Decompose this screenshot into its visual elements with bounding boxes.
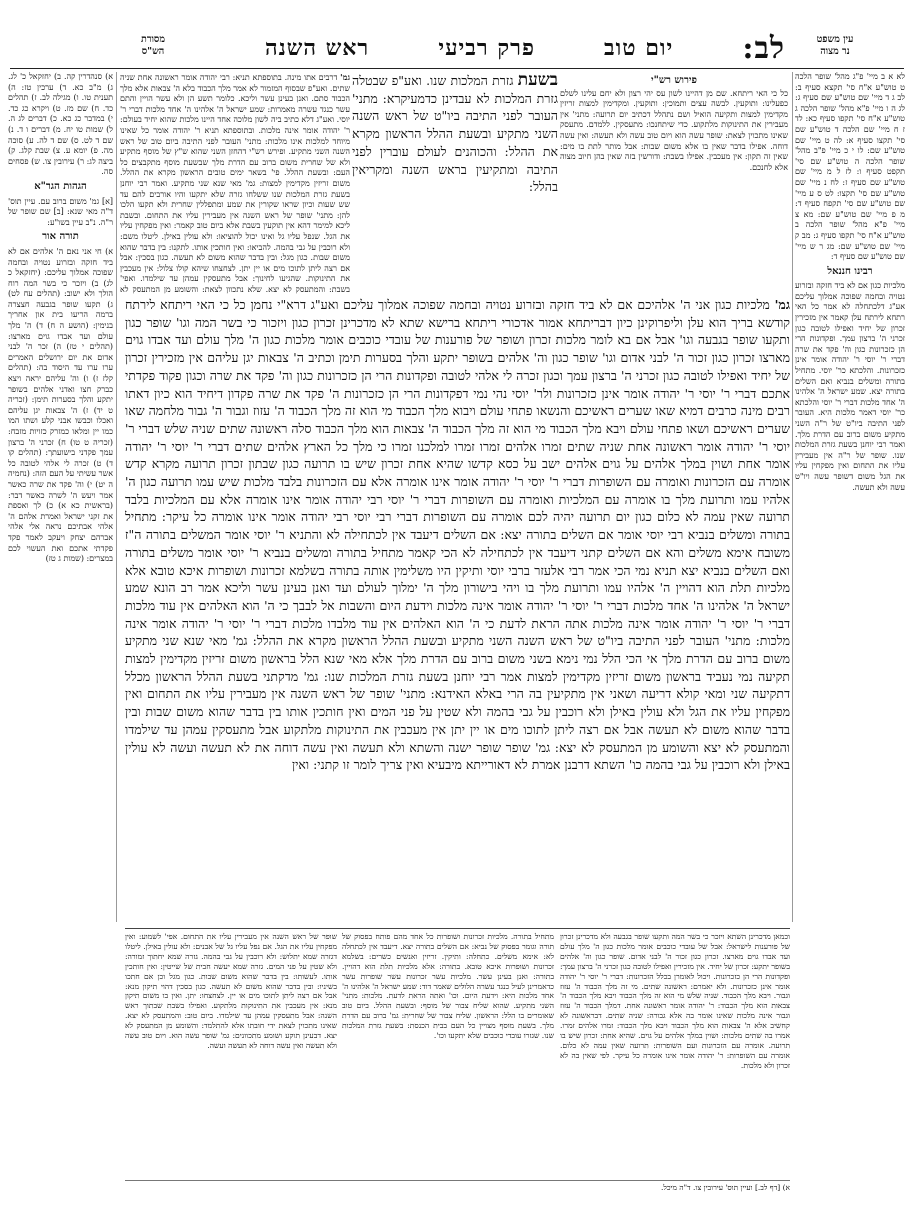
header-divider <box>10 68 904 69</box>
page-header <box>0 30 914 66</box>
ein-mishpat-text: לא א ב מיי' פ"ג מהל' שופר הלכה ט טוש"ע א"ח סי' תקצא סעיף ב: לב ג ד מיי' שם טוש"ע שם סעיף ג: לג ה ו מיי' פ"א מהל' שופר הלכה ג טוש"ע א"ח סי' תקפו סעיף כא: לד ז ח מיי' שם הלכה ד טוש"ע שם סי' תקצו סעיף א: לה ט מיי' שם טוש"ע שם: לו י כ מיי' פ"ב מהל' שופר הלכה ה טוש"ע שם סי' תקפט סעיף ו: לז ל מ מיי' שם טוש"ע שם סעיף ז: לח נ מיי' שם טוש"ע שם סי' תקצו: לט ס ע מיי' שם טוש"ע שם סי' תקפח סעיף ד: מ פ מיי' שם טוש"ע שם: מא צ מיי' פ"א מהל' שופר הלכה ב טוש"ע א"ח סי' תקפו סעיף ג: מב ק מיי' שם טוש"ע שם: מג ר ש מיי' שם טוש"ע שם סעיף ד: <box>795 72 905 262</box>
left-margin-divider <box>116 72 117 922</box>
gemara-body-text: מלכיות כגון אני ה' אלהיכם אם לא ביד חזקה ובזרוע נטויה ובחמה שפוכה אמלוך עליכם ואע"ג דרא"י נחמן כל כי האי ריתחא לירתח קודשא בריך הוא עלן וליפרוקינן כיון דבריתחא אמור אדכורי ריתחא ברישא שתא לא מדכרינן זכרון כגון ויזכור כי בשר המה וגו' שופר כגון ותקעו שופר בגבעה וגו' אבל אם בא לומר מלכות זכרון ושופר של פורענות של עובדי כוכבים אומר מלכות כגון ה' מלך עולם ועד אבדו גוים מארצו זכרון כגון זכור ה' לבני אדום וגו' שופר כגון וה' אלהים בשופר יתקע והלך בסערות תימן וכתיב ה' צבאות יגן עליהם אין מזכירין זכרון של יחיד ואפילו לטובה כגון זכרני ה' ברצון עמך וכגון זכרה לי אלהי לטובה ופקדונות הרי הן כזכרונות כגון וה' פקד את שרה וכגון פקוד פקדתי אתכם דברי ר' יוסי ר' יהודה אומר אינן כזכרונות ולר' יוסי נהי נמי דפקדונות הרי הן כזכרונות ה' פקד את שרה פקדון דיחיד הוא כיון דאתו רבים מינה כרבים דמיא שאו שערים ראשיכם והנשאו פתחי עולם ויבוא מלך הכבוד מי הוא זה מלך הכבוד ה' עזוז וגבור ה' גבור מלחמה שאו שערים ראשיכם ושאו פתחי עולם ויבא מלך הכבוד מי הוא זה מלך הכבוד ה' צבאות הוא מלך הכבוד סלה ראשונה שתים שניה שלש דברי ר' יוסי ר' יהודה אומר ראשונה אחת שניה שתים זמרו אלהים זמרו זמרו למלכנו זמרו כי מלך כל הארץ אלהים שתים דברי ר' יוסי ר' יהודה אומר אחת ושוין במלך אלהים על גוים אלהים ישב על כסא קדשו שהיא אחת זכרון שיש בו תרועה כגון שבתון זכרון תרועה מקרא קדש אומרה עם הזכרונות ואומרה עם השופרות דברי ר' יוסי ר' יהודה אומר אינו אומרה אלא עם הזכרונות בלבד מלכות שיש עמו תרועה כגון ה' אלהיו עמו ותרועת מלך בו אומרה עם המלכיות ואומרה עם השופרות דברי ר' יוסי רבי יהודה אומר אינו אומרה אלא עם המלכיות בלבד תרועה שאין עמה לא כלום כגון יום תרועה יהיה לכם אומרה עם השופרות דברי רבי יוסי רבי יהודה אומר אינו אומרה כל עיקר: מתחיל בתורה ומשלים בנביא רבי יוסי אומר אם השלים בתורה יצא: אם השלים דיעבד אין לכתחילה לא והתניא ר' יוסי אומר המשלים בתורה ה"ז משובח אימא משלים והא אם השלים קתני דיעבד אין לכתחילה לא הכי קאמר מתחיל בתורה ומשלים בנביא ר' יוסי אומר משלים בתורה ואם השלים בנביא יצא תניא נמי הכי אמר רבי אלעזר ברבי יוסי ותיקין היו משלימין אותה בתורה בשלמא זכרונות ושופרות איכא טובא אלא מלכיות תלת הוא דהויין ה' אלהיו עמו ותרועת מלך בו ויהי בישורון מלך ה' ימלוך לעולם ועד ואנן בעינן עשר וליכא אמר רב הונא שמע ישראל ה' אלהינו ה' אחד מלכות דברי ר' יוסי ר' יהודה אומר אינה מלכות וידעת היום והשבות אל לבבך כי ה' הוא האלהים אין עוד מלכות דברי ר' יוסי ר' יהודה אומר אינה מלכות אתה הראת לדעת כי ה' הוא האלהים אין עוד מלבדו מלכות דברי ר' יוסי ר' יהודה אומר אינה מלכות: מתני' העובר לפני התיבה ביו"ט של ראש השנה השני מתקיע ובשעת ההלל הראשון מקרא את ההלל: גמ' מאי שנא שני מתקיע משום ברוב עם הדרת מלך אי הכי הלל נמי נימא בשני משום ברוב עם הדרת מלך אלא מאי שנא הלל בראשון משום זריזין מקדימין למצות תקיעה נמי נעביד בראשון משום זריזין מקדימין למצות אמר רבי יוחנן בשעת גזרת המלכות שנו: גמ' מדקתני בשעת ההלל הראשון מכלל דתקיעה שני ומאי קולא דריעה ושאני אין מתקיעין בה הרי באלא האידנא: מתני' שופר של ראש השנה אין מעבירין עליו את התחום ואין מפקחין עליו את הגל ולא עולין באילן ולא רוכבין על גבי בהמה ולא שטין על פני המים ואין חותכין אותו בין בדבר שהוא משום שבות ובין בדבר שהוא משום לא תעשה אבל אם רצה ליתן לתוכו מים או יין יתן אין מעכבין את התינוקות מלתקוע אבל מתעסקין עמהן עד שילמדו והמתעסק לא יצא והשומע מן המתעסק לא יצא: גמ' שופר שופר ישנה והשתא ולא תעשה ואין עשה דוחה את לא תעשה ועשה לא עולין באילן ולא רוכבין על גבי בהמה כו' השתא דרבנן אמרת לא דאורייתא מיבעיא ואין צריך לומר זו קתני: ואין <box>125 297 790 773</box>
bottom-commentary-left: שופר של ראש השנה אין מעבירין עליו את התחום. אפי' לשמוע: ואין מפקחין עליו את הגל. אם נפל עליו גל של אבנים: ולא עולין באילן. ליטלו דגזרה שמא יתלוש: ולא רוכבין על גבי בהמה. גזרה שמא יחתוך זמורה: ולא שטין על פני המים. גזרה שמא יעשה חבית של שייטין: ואין חותכין אותו. לעשותו: בין בדבר שהוא משום שבות. כגון מגל וכן אם חתכו בשיניו: ובין בדבר שהוא משום לא תעשה. כגון בסכין דהוי תיקון מנא: אבל אם רצה ליתן לתוכו מים או יין. לצחצחו: יתן. ואין בו משום תיקון מנא: אין מעכבין את התינוקות מלתקוע. ואפילו בשבת שבתוך ראש השנה: אבל מתעסקין עמהן עד שילמדו. ביום טוב: והמתעסק לא יצא. שאינו מתכוין לצאת ידי חובתו אלא להתלמד: והשומע מן המתעסק לא יצא. דבעינן תוקע ושומע מתכוונים: גמ' שופר עשה הוא. ויום טוב עשה ולא תעשה ואין עשה דוחה לא תעשה ועשה. <box>125 932 337 1050</box>
title-part-chapter: פרק רביעי <box>438 35 535 61</box>
folio-number: לב: <box>742 30 785 66</box>
hagahot-hagra-text: [א] גמ' משום ברוב עם. עיין תוס' ד"ה מאי שנא: [ב] שם שופר של ר"ה. נ"ב עיין בשו"ע: <box>8 196 113 227</box>
gemara-main-text <box>352 72 558 294</box>
rashi-heading: פירוש רש"י <box>651 75 697 86</box>
title-part-tractate: ראש השנה <box>265 35 370 61</box>
left-margin-column <box>8 72 113 922</box>
title-part-yom-tov: יום טוב <box>604 35 674 61</box>
bottom-commentary-divider <box>125 928 790 929</box>
rashi-text: כל כי האי ריתחא. שם מן דהיינו לשון עס יהי רצון ולא יחם עלינו לשלם כפעלינו: ותוקעין. לבשה עצים ותמוכין: ותוקעין. ומקדימין למצות זריזין מקדימין למצות ותקיעה הואיל ושם נתהלל דכתיב יום תרועה: מתני' אין מעבירין את התינוקות מלתקוע. כדי שיתחנכו: מתעסקין. ללמדם. מתעסק שאינו מתכוין לצאת: שופר עשה הוא ויום טוב עשה ולא תעשה: ואין עשה דוחה. אפילו בדבר שאין בו אלא משום שבות: אבל מותר לתת בו מים: שאין זה תקון: אין מעכבין. אפילו בשבת: ודורשין בזה שאין בהן חיוב מצוה אלא לחנכם. <box>560 88 788 172</box>
gemara-body <box>125 296 790 921</box>
right-margin-divider <box>792 72 793 922</box>
masoret-hashas-header: מסורת הש"ס <box>141 34 165 57</box>
tosafot-label: גמ' <box>340 72 350 82</box>
tosafot-text: דרבים אתו מינה. בתוספתא תניא: רבי יהודה אומר ראשונה אחת שניה שתים. ואע"פ שבסוף המזמור לא אמר מלך הכבוד בלא ה' צבאות אלא מלך הכבוד סתם. ואנן בעינן עשר וליכא. כלומר תשע הן ולא עשר הויין והתם עשר כנגד עשרה מאמרות: שמע ישראל ה' אלהינו ה' אחד מלכות דברי ר' יוסי. ואע"ג דלא כתיב ביה לשון מלוכה אחד היינו מלכות שהוא יחיד בעולם: ר' יהודה אומר אינה מלכות. ובתוספתא תניא ר' יהודה אומר כל שאינו מיוחד למלכות אינו מלכות: מתני' העובר לפני התיבה ביום טוב של ראש השנה השני מתקיע. ופירש רש"י דהחזן השני שהוא ש"ץ של מוסף מתקיע ולא של שחרית משום ברוב עם הדרת מלך שבשעת מוסף מתקבצים כל העם: ובשעת ההלל. פי' בשאר ימים טובים הראשון מקרא את ההלל. משום זריזין מקדימין למצות: גמ' מאי שנא שני מתקיע. ואמר רבי יוחנן בשעת גזרת המלכות שנו ששלחו גזרה שלא יתקעו והיו אורבים להם עד שש שעות וכיון שראו שקורין את שמע ומתפללין שחרית ולא תקעו הלכו להן: מתני' שופר של ראש השנה אין מעבירין עליו את התחום. ובשבת ליכא למימר דהא אין תוקעין בשבת אלא ביום טוב קאמר: ואין מפקחין עליו את הגל. שנפל עליו גל ואינו יכול להוציאו: ולא עולין באילן. ליטלו משם: ולא רוכבין על גבי בהמה. להביאו: ואין חותכין אותו. לתקנו: בין בדבר שהוא משום שבות. כגון מגל: ובין בדבר שהוא משום לא תעשה. כגון בסכין: אבל אם רצה ליתן לתוכו מים או יין יתן. לצחצחו שיהא קולו צלול: אין מעכבין את התינוקות. שהגיעו לחינוך: אבל מתעסקין עמהן עד שילמדו. ואפי' בשבת: והמתעסק לא יצא. שלא נתכוון לצאת: והשומע מן המתעסק לא <box>120 73 350 294</box>
ein-mishpat-header: עין משפט נר מצוה <box>816 34 854 57</box>
rabbenu-chananel-text: מלכיות כגון אם לא ביד חזקה ובזרוע נטויה ובחמה שפוכה אמלוך עליכם אע"ג דלכתחלה לא אמר כל האי רתחא לירתח עלן קאמר אין מזכירין זכרון של יחיד ואפילו לטובה כגון זכרני ה' ברצון עמך. ופקדונות הרי הן כזכרונות כגון וה' פקד את שרה דברי ר' יוסי ר' יהודה אומר אינן כזכרונות. והלכתא כר' יוסי. מתחיל בתורה ומשלים בנביא ואם השלים בתורה יצא. שמע ישראל ה' אלהינו ה' אחד מלכות דברי ר' יוסי והלכתא כר' יוסי דאמר מלכות היא. העובר לפני התיבה ביו"ט של ר"ה השני מתקיע משום ברוב עם הדרת מלך. ואמר רבי יוחנן בשעת גזרת המלכות שנו. שופר של ר"ה אין מעבירין עליו את התחום ואין מפקחין עליו את הגל משום דשופר עשה ויו"ט עשה ולא תעשה. <box>795 281 905 492</box>
gemara-label: גמ' <box>774 297 790 312</box>
opening-word: בשעת <box>517 72 558 90</box>
torah-or-heading: תורה אור <box>42 231 79 243</box>
running-title <box>265 30 785 66</box>
bottom-commentary-middle: מתחיל בתורה. מלכיות זכרונות ושופרות כל אחד מהם פותח בפסוק של תורה וגומר בפסוק של נביא: אם השלים בתורה יצא. דיעבד אין לכתחלה לא: אימא משלים. כתחלה: ותיקין. זריזין ואנשים כשרים: בשלמא זכרונות ושופרות איכא טובא. בתורה: אלא מלכיות תלת הוא דהויין. בתורה: ואנן בעינן עשר. מלכיות עשר זכרונות עשר שופרות עשר כדאמרינן לעיל כנגד עשרה הלולים שאמר דוד: שמע ישראל ה' אלהינו ה' אחד מלכות היא: וידעת היום. וכו' ואתה הראת לדעת. מלכות: מתני' השני מתקיע. שהוא שליח צבור של מוסף: ובשעת ההלל. ביום טוב שאומרים בו הלל: הראשון. שליח צבור של שחרית: גמ' ברוב עם הדרת מלך. בשעת מוסף מצויין כל העם בבית הכנסת: בשעת גזרת המלכות שנו. שגזרו עובדי כוכבים שלא יתקעו וכו'. <box>342 932 554 1041</box>
footnote: א) [דף לב.] ועיין תוס' עירובין צו. ד"ה מיכל. <box>125 1180 790 1192</box>
torah-or-text: א) חי אני נאם ה' אלהים אם לא ביד חזקה ובזרוע נטויה ובחמה שפוכה אמלוך עליכם: (יחזקאל כ לג) ב) ויזכר כי בשר המה רוח הולך ולא ישוב: (תהלים עח לט) ג) תקעו שופר בגבעה חצצרה ברמה הריעו בית און אחריך בנימין: (הושע ה ח) ד) ה' מלך עולם ועד אבדו גוים מארצו: (תהלים י טז) ה) זכר ה' לבני אדום את יום ירושלים האמרים ערו ערו עד היסוד בה: (תהלים קלז ז) ו) וה' עליהם יראה ויצא כברק חצו ואדני אלהים בשופר יתקע והלך בסערות תימן: (זכריה ט יד) ז) ה' צבאות יגן עליהם ואכלו וכבשו אבני קלע ושתו המו כמו יין ומלאו כמזרק כזויות מזבח: (זכריה ט טו) ח) זכרני ה' ברצון עמך פקדני בישועתך: (תהלים קו ד) ט) זכרה לי אלהי לטובה כל אשר עשיתי על העם הזה: (נחמיה ה יט) י) וה' פקד את שרה כאשר אמר ויעש ה' לשרה כאשר דבר: (בראשית כא א) כ) לך ואספת את זקני ישראל ואמרת אלהם ה' אלהי אבתיכם נראה אלי אלהי אברהם יצחק ויעקב לאמר פקד פקדתי אתכם ואת העשוי לכם במצרים: (שמות ג טז) <box>8 246 113 564</box>
masoret-hashas-text: א) סנהדרין קה. ב) יחזקאל כ' לג. ג) מ"ב כא. ד) ערכין טז: ה) תענית טו. ו) מגילה לב. ז) תהלים כד. ח) שם מז. ט) ויקרא כג כד. י) במדבר כג כא. כ) דברים לג ה. ל) שמות טו יח. מ) דברים ו ד. נ) שם ד לט. ס) שם ד לה. ע) סוכה מה. פ) יומא ע. צ) שבת קלג. ק) ביצה לג: ר) עירובין צו. ש) פסחים סה. <box>8 72 113 177</box>
bottom-commentary-right: וכמאן מדכרינן השתא ויזכר כי בשר המה ותקעו שופר בגבעה ולא מדכרינן זכרון של פורענות לישראל: אבל של עובדי כוכבים אומר מלכות כגון ה' מלך עולם ועד אבדו גוים מארצו. זכרון כגון זכור ה' לבני אדום. שופר כגון וה' אלהים בשופר יתקע: זכרון של יחיד. אין מזכירין ואפילו לטובה כגון זכרני ה' ברצון עמך: ופקדונות הרי הן כזכרונות. ויכול לאומרן בכלל הזכרונות: דברי ר' יוסי ר' יהודה אומר אינן כזכרונות. ולא יאמרם: ראשונה שתים. מי זה מלך הכבוד ה' עזוז וגבור. ויבא מלך הכבוד. שניה שלש מי הוא זה מלך הכבוד ויבא מלך הכבוד ה' צבאות הוא מלך הכבוד: ר' יהודה אומר ראשונה אחת. דמלך הכבוד ה' עזוז וגבור אינה מלכות שאינו אומר בה אלא גבורה: שניה שתים. דבראשונה לא קחשיב אלא ה' צבאות הוא מלך הכבוד ויבא מלך הכבוד: זמרו אלהים זמרו. אמרו בה שתים מלכות: ושוין במלך אלהים על גוים. שהיא אחת: זכרון שיש בו תרועה. אומרה עם הזכרונות ועם השופרות: תרועה שאין עמה לא כלום. אומרה עם השופרות: ר' יהודה אומר אינו אומרה כל עיקר. לפי שאין בה לא זכרון ולא מלכות. <box>560 932 790 1070</box>
tosafot-column <box>120 72 350 294</box>
right-margin-column <box>795 72 905 922</box>
rashi-column <box>560 72 788 294</box>
hagahot-hagra-heading: הגהות הגר"א <box>34 180 87 192</box>
gemara-top-block: גזרת המלכות שנו. ואע"פ שבטלה גזרת המלכות לא עבדינן כדמעיקרא: מתני' העובר לפני התיבה ביו"ט של ראש השנה השני מתקיע ובשעת ההלל הראשון מקרא את ההלל: והכוהנים לעולם עוברין לפני התיבה ומתקיעין בראש השנה ומקריאין בהלל: <box>352 73 558 195</box>
rabbenu-chananel-heading: רבינו חננאל <box>827 265 873 277</box>
